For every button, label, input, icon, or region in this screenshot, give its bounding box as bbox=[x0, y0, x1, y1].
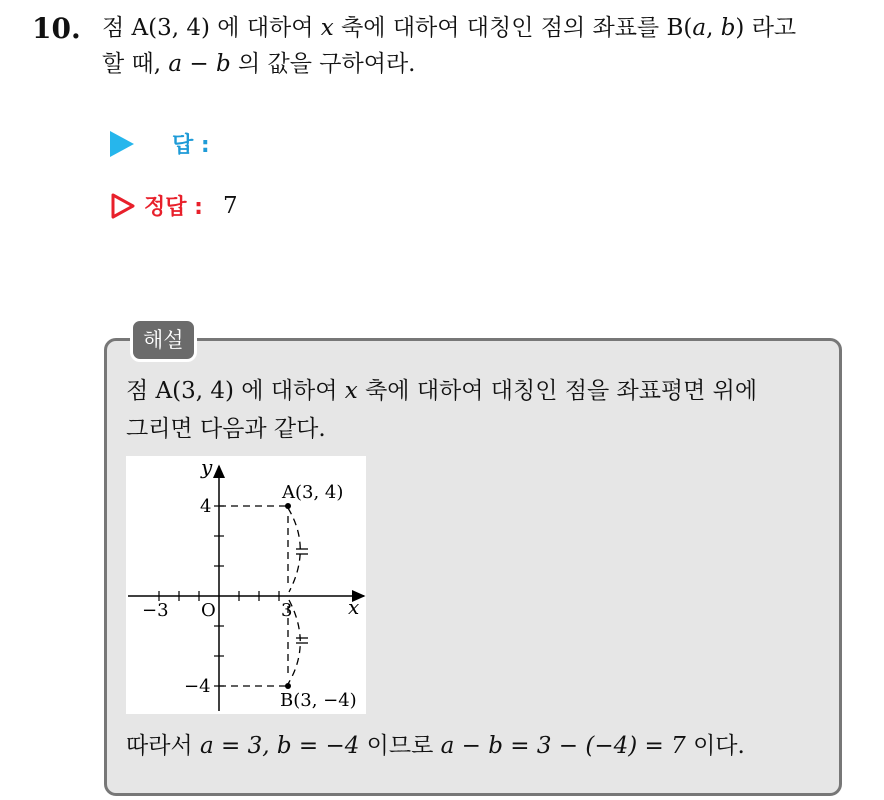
conclusion-eq1: a = 3, b = −4 bbox=[199, 733, 360, 759]
point-a bbox=[285, 503, 291, 509]
axis-x-label: x bbox=[348, 595, 360, 619]
point-b bbox=[285, 683, 291, 689]
axis-y-label: y bbox=[201, 456, 213, 479]
tick-label-y-pos: 4 bbox=[200, 496, 212, 517]
tick-label-y-neg: −4 bbox=[184, 676, 211, 697]
var-a: a bbox=[692, 15, 707, 41]
explanation-text-part: 그리면 다음과 같다. bbox=[126, 416, 326, 442]
correct-answer-row bbox=[110, 190, 238, 221]
question-number: 10. bbox=[32, 12, 81, 45]
comma: , bbox=[706, 15, 721, 41]
expression: a − b bbox=[168, 51, 231, 77]
conclusion-prefix: 따라서 bbox=[126, 733, 200, 759]
graph-svg bbox=[126, 456, 366, 714]
question-text bbox=[102, 10, 872, 82]
conclusion-mid: 이므로 bbox=[359, 733, 441, 759]
tick-label-x-pos: 3 bbox=[281, 600, 293, 621]
tick-label-x-neg: −3 bbox=[142, 600, 169, 621]
var-b: b bbox=[720, 15, 736, 41]
conclusion-eq2: a − b = 3 − (−4) = 7 bbox=[440, 733, 686, 759]
play-triangle-icon bbox=[110, 131, 134, 157]
var-x: x bbox=[344, 378, 358, 404]
conclusion bbox=[126, 728, 745, 764]
question-text-part: 점 A(3, 4) 에 대하여 bbox=[102, 15, 321, 41]
answer-row bbox=[110, 128, 210, 159]
explanation-tag: 해설 bbox=[130, 318, 197, 362]
point-b-label: B(3, −4) bbox=[280, 690, 357, 711]
question-text-part: 할 때, bbox=[102, 51, 169, 77]
explanation-text bbox=[126, 372, 838, 448]
point-a-label: A(3, 4) bbox=[282, 482, 344, 503]
explanation-text-part: 점 A(3, 4) 에 대하여 bbox=[126, 378, 345, 404]
question-text-part: ) 라고 bbox=[735, 15, 797, 41]
var-x: x bbox=[320, 15, 334, 41]
answer-label: 답 : bbox=[172, 133, 210, 158]
conclusion-suffix: 이다. bbox=[685, 733, 745, 759]
correct-answer-label: 정답 : bbox=[144, 195, 203, 220]
question-text-part: 축에 대하여 대칭인 점의 좌표를 B( bbox=[333, 15, 693, 41]
outline-triangle-icon bbox=[110, 192, 136, 220]
question-text-part: 의 값을 구하여라. bbox=[230, 51, 416, 77]
coordinate-graph bbox=[126, 456, 366, 714]
explanation-text-part: 축에 대하여 대칭인 점을 좌표평면 위에 bbox=[357, 378, 758, 404]
correct-answer-value: 7 bbox=[222, 192, 238, 219]
origin-label: O bbox=[201, 600, 216, 621]
